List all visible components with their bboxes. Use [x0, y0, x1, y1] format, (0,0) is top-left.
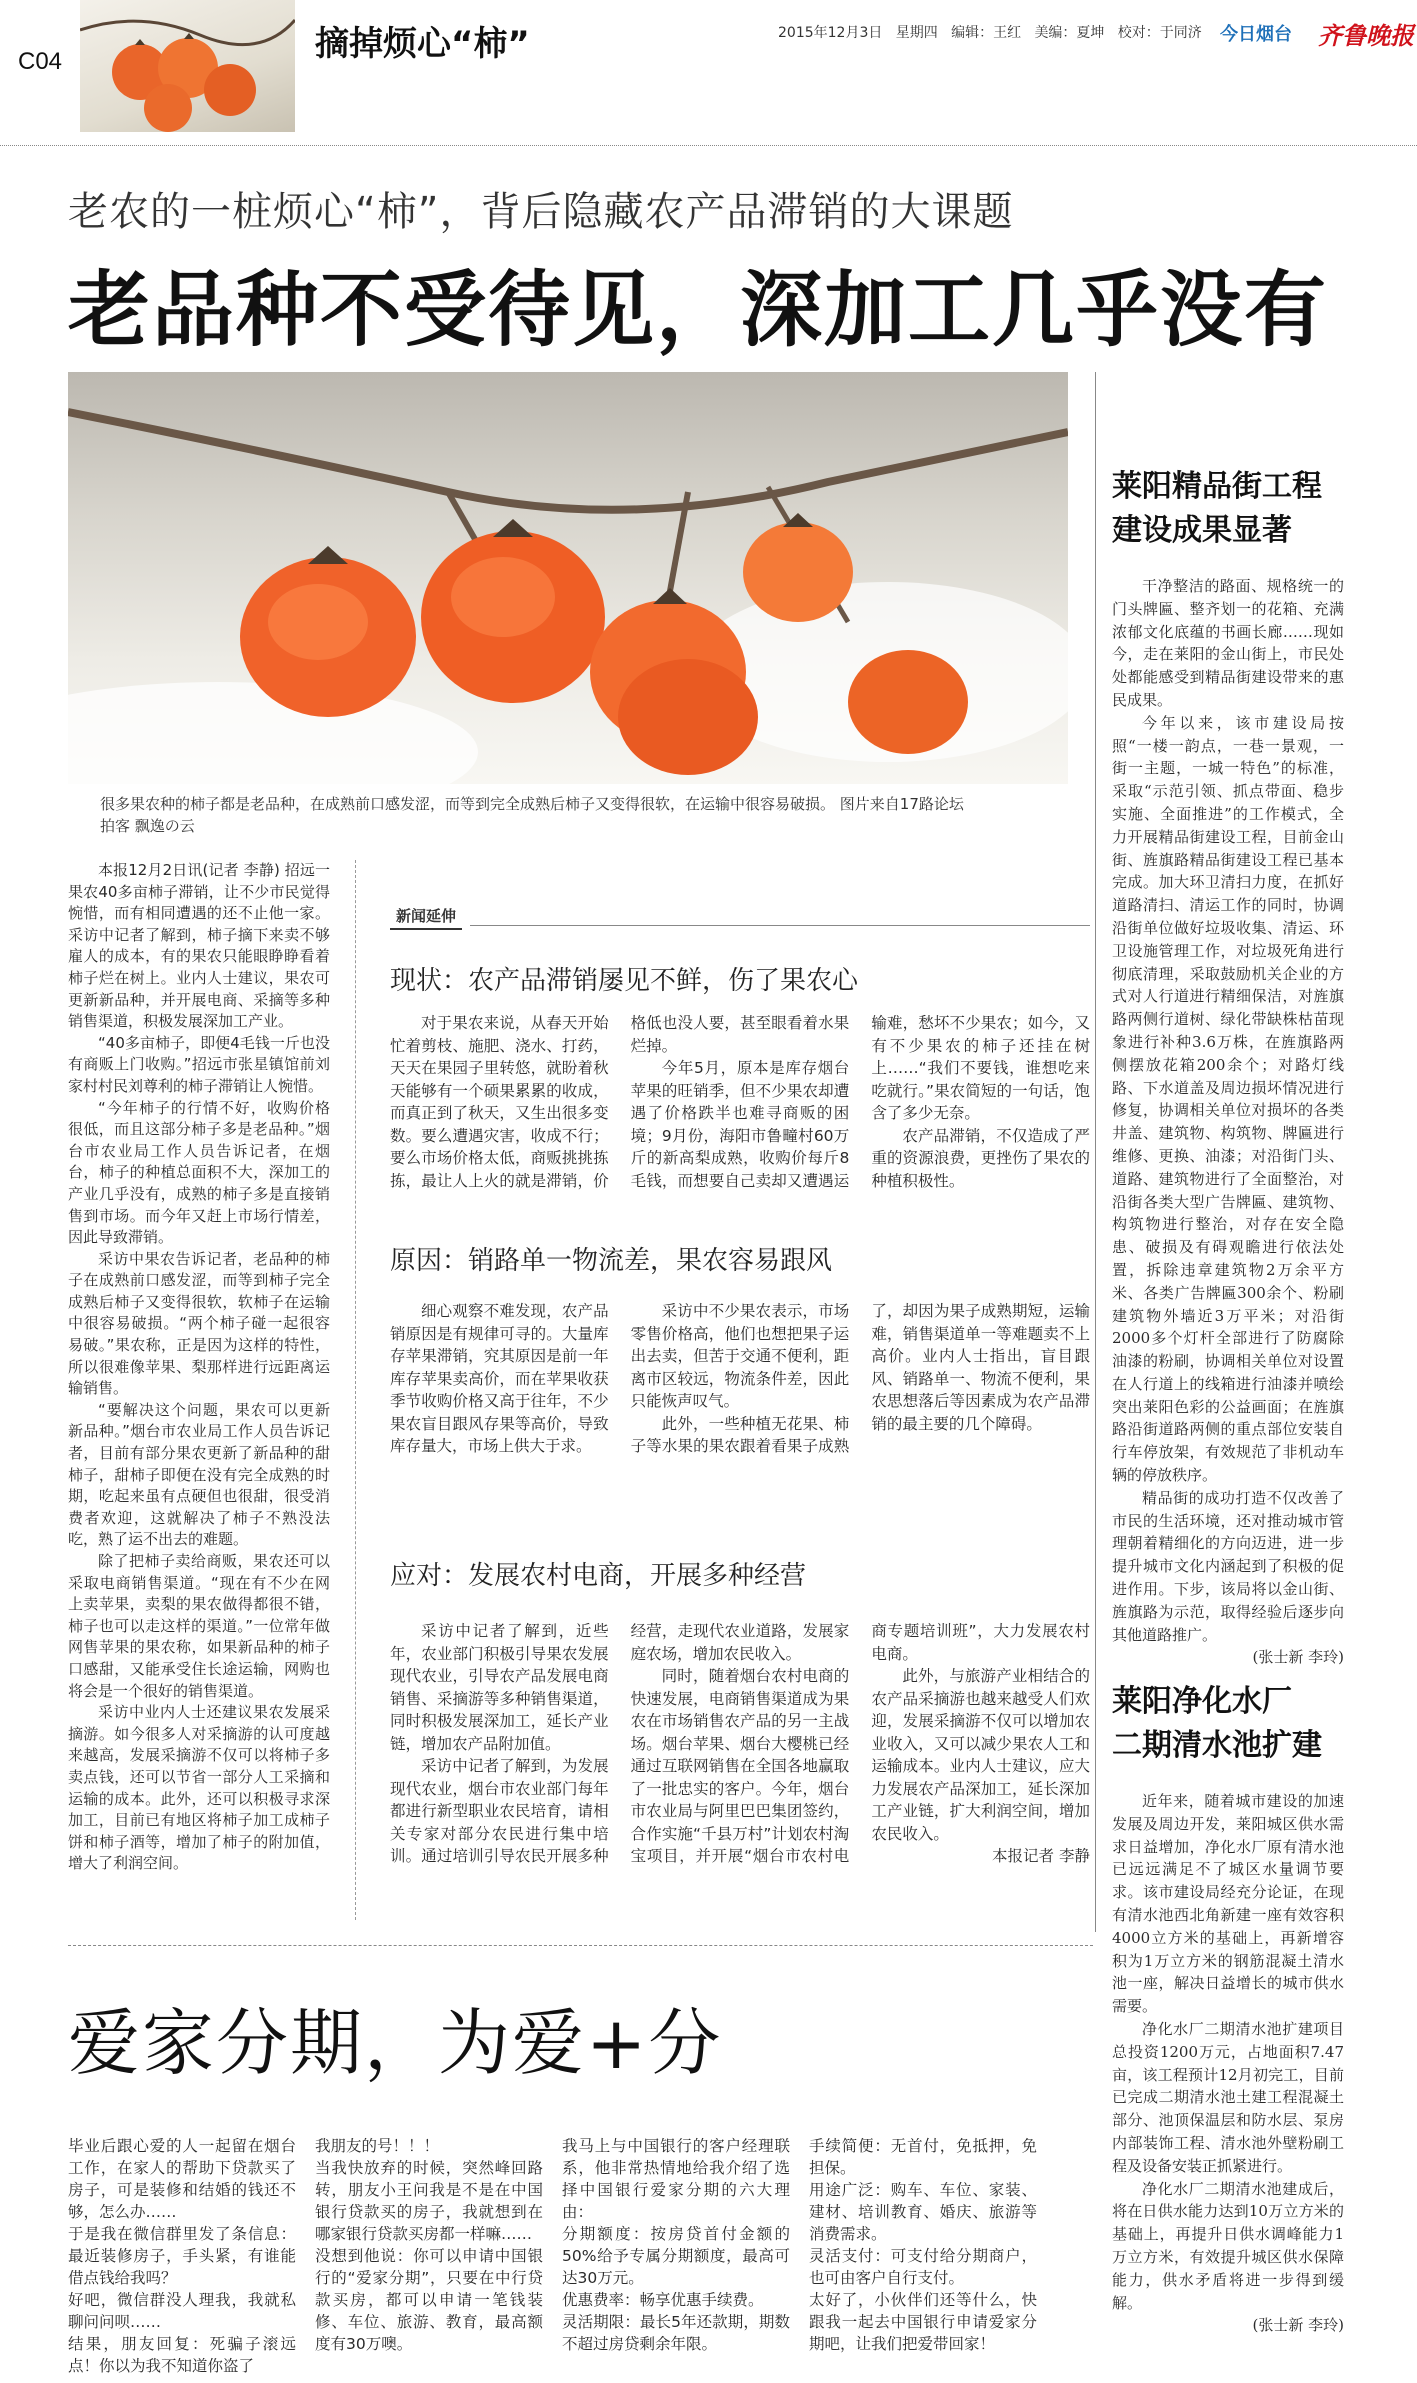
news-extension-tag: 新闻延伸 — [390, 905, 462, 930]
photo-caption — [100, 793, 1080, 837]
column-title: 摘掉烦心“柿” — [315, 24, 530, 64]
sidebar-title-1 — [1112, 465, 1322, 553]
response-paragraph: 此外，与旅游产业相结合的农产品采摘游也越来越受人们欢迎，发展采摘游不仅可以增加农业收入，又可以减少果农人工和运输成本。业内人士建议，应大力发展农产品深加工，延长深加工产业链，扩大利润空间，增加农民收入。 — [871, 1667, 1090, 1843]
headline-kicker: 老农的一桩烦心“柿”，背后隐藏农产品滞销的大课题 — [68, 189, 1014, 235]
sidebar-1-paragraph: 干净整洁的路面、规格统一的门头牌匾、整齐划一的花箱、充满浓郁文化底蕴的书画长廊……现如今，走在莱阳的金山街上，市民处处都能感受到精品街建设带来的惠民成果。 — [1112, 577, 1344, 709]
photo-caption-line-1: 很多果农种的柿子都是老品种，在成熟前口感发涩，而等到完全成熟后柿子又变得很软，在运输中很容易破损。 图片来自17路论坛 — [100, 795, 964, 813]
headline-title: 老品种不受待见，深加工几乎没有 — [68, 263, 1329, 358]
response-byline: 本报记者 李静 — [992, 1847, 1090, 1865]
photo-caption-line-2: 拍客 飘逸の云 — [100, 817, 195, 835]
sidebar-2-paragraph: 净化水厂二期清水池建成后，将在日供水能力达到10万立方米的基础上，再提升日供水调峰能力1万立方米，有效提升城区供水保障能力，供水矛盾将进一步得到缓解。 — [1112, 2179, 1344, 2312]
sidebar-1-paragraph: 今年以来，该市建设局按照“一楼一韵点，一巷一景观，一街一主题，一城一特色”的标准，采取“示范引领、抓点带面、稳步实施、全面推进”的工作模式，全力开展精品街建设工程，目前金山街、旌旗路精品街建设工程已基本完成。加大环卫清扫力度，在抓好道路清扫、清运工作的同时，协调沿街单位做好垃圾收集、清运、环卫设施管理工作，对垃圾死角进行彻底清理，采取鼓励机关企业的方式对人行道进行精细保洁，对旌旗路两侧行道树、绿化带缺株枯苗现象进行补种3.6万株，在旌旗路两侧摆放花箱200余个；对路灯线路、下水道盖及周边损坏情况进行修复，协调相关单位对损坏的各类井盖、建筑物、构筑物、牌匾进行维修、更换、油漆；对沿街门头、道路、建筑物进行了全面整治，对沿街各类大型广告牌匾、建筑物、构筑物进行整治，对存在安全隐患、破损及有碍观瞻进行依法处置，拆除违章建筑物2万余平方米、各类广告牌匾300余个、粉刷建筑物外墙近3万平米；对沿街2000多个灯杆全部进行了防腐除油漆的粉刷，协调相关单位对设置在人行道上的线箱进行油漆并喷绘突出莱阳色彩的公益画面；在旌旗路沿街道路两侧的重点部位安装自行车停放架，有效规范了非机动车辆的停放秩序。 — [1112, 713, 1344, 1485]
header-meta — [778, 22, 1202, 42]
issue-date: 2015年12月3日 — [778, 25, 883, 41]
cause-paragraph: 此外，一些种植无花果、柿子等水果的果农跟着看果子成熟了，却因为果子成熟期短，运输难，销售渠道单一等难题卖不上高价。业内人士指出，盲目跟风、销路单一、物流不便利，果农思想落后等因素成为农产品滞销的最主要的几个障碍。 — [630, 1302, 1090, 1455]
persimmon-branch-icon — [68, 372, 1068, 784]
lead-paragraph: 采访中业内人士还建议果农发展采摘游。如今很多人对采摘游的认可度越来越高，发展采摘游不仅可以将柿子多卖点钱，还可以节省一部分人工采摘和运输的成本。此外，还可以积极寻求深加工，目前已有地区将柿子加工成柿子饼和柿子酒等，增加了柿子的附加值，增大了利润空间。 — [68, 1703, 330, 1873]
status-paragraph: 农产品滞销，不仅造成了严重的资源浪费，更挫伤了果农的种植积极性。 — [871, 1126, 1090, 1190]
lead-paragraph: “40多亩柿子，即便4毛钱一斤也没有商贩上门收购。”招远市张星镇馆前刘家村村民刘尊利的柿子滞销让人惋惜。 — [68, 1033, 330, 1095]
page-number: C04 — [18, 48, 63, 75]
ad-column-2: 我朋友的号！！！ 当我快放弃的时候，突然峰回路转，朋友小王问我是不是在中国银行贷款买的房子，我就想到在哪家银行贷款买房都一样嘛…… 没想到他说：你可以申请中国银行的“爱家分期”，只要在中行贷款买房，都可以申请一笔钱装修、车位、旅游、教育，最高额度有30万噢。 — [315, 2137, 543, 2353]
status-paragraph: 今年5月，原本是库存烟台苹果的旺销季，但不少果农却遭遇了价格跌半也难寻商贩的困境；9月份，海阳市鲁疃村60万斤的新高梨成熟，收购价每斤8毛钱，而想要自己卖却又遭遇运输难，愁坏不少果农；如今，又有不少果农的柿子还挂在树上……“我们不要钱，谁想吃来吃就行。”果农简短的一句话，饱含了多少无奈。 — [630, 1014, 1090, 1190]
sidebar-2-paragraph: 近年来，随着城市建设的加速发展及周边开发，莱阳城区供水需求日益增加，净化水厂原有清水池已远远满足不了城区水量调节要求。该市建设局经充分论证，在现有清水池西北角新建一座有效容积4000立方米的基础上，再新增容积为1万立方米的钢筋混凝土清水池一座，解决日益增长的城市供水需要。 — [1112, 1792, 1344, 2016]
persimmon-thumbnail-icon — [80, 0, 295, 132]
sidebar-title-2-line-1: 莱阳净化水厂 — [1112, 1684, 1292, 1719]
newspaper-logo: 齐鲁晚报 — [1318, 21, 1414, 50]
cause-paragraph: 采访中不少果农表示，市场零售价格高，他们也想把果子运出去卖，但苦于交通不便利，距离市区较远，物流条件差，因此只能恢声叹气。 — [630, 1302, 850, 1410]
art-credit: 美编：夏坤 — [1034, 25, 1105, 41]
persimmon-photo — [68, 372, 1068, 784]
tag-rule — [470, 925, 1090, 926]
issue-weekday: 星期四 — [895, 25, 938, 41]
sidebar-2-byline: (张士新 李玲) — [1252, 2316, 1344, 2335]
section-body-response — [390, 1620, 1090, 1890]
ad-title: 爱家分期，为爱+分 — [68, 2001, 723, 2085]
lead-paragraph: “今年柿子的行情不好，收购价格很低，而且这部分柿子多是老品种。”烟台市农业局工作人员告诉记者，在烟台，柿子的种植总面积不大，深加工的产业几乎没有，成熟的柿子多是直接销售到市场。而今年又赶上市场行情差，因此导致滞销。 — [68, 1098, 330, 1247]
section-heading-cause: 原因：销路单一物流差，果农容易跟风 — [390, 1246, 833, 1276]
ad-column-3: 我马上与中国银行的客户经理联系，他非常热情地给我介绍了选择中国银行爱家分期的六大理由： 分期额度：按房贷首付金额的50%给予专属分期额度，最高可达30万元。 优惠费率：畅享优惠手续费。 灵活期限：最长5年还款期，期数不超过房贷剩余年限。 — [562, 2137, 790, 2353]
section-body-status — [390, 1012, 1090, 1242]
sidebar-title-2-line-2: 二期清水池扩建 — [1112, 1728, 1322, 1763]
response-paragraph: 采访中记者了解到，近些年，农业部门积极引导果农发展现代农业，引导农产品发展电商销售、采摘游等多种销售渠道，同时积极发展深加工，延长产业链，增加农产品附加值。 — [390, 1622, 609, 1753]
header-rule — [0, 145, 1417, 146]
status-paragraph: 对于果农来说，从春天开始忙着剪枝、施肥、浇水、打药，天天在果园子里转悠，就盼着秋天能够有一个硕果累累的收成，而真正到了秋天，又生出很多变数。要么遭遇灾害，收成不行；要么市场价格太低，商贩挑挑拣拣，最让人上火的就是滞销，价格低也没人要，甚至眼看着水果烂掉。 — [390, 1014, 850, 1190]
column-divider — [355, 860, 356, 1920]
ad-column-1: 毕业后跟心爱的人一起留在烟台工作，在家人的帮助下贷款买了房子，可是装修和结婚的钱还不够，怎么办…… 于是我在微信群里发了条信息：最近装修房子，手头紧，有谁能借点钱给我吗？ 好吧，微信群没人理我，我就私聊问问呗…… 结果，朋友回复：死骗子滚远点！你以为我不知道你盗了 — [68, 2137, 296, 2375]
lead-paragraph: 除了把柿子卖给商贩，果农还可以采取电商销售渠道。“现在有不少在网上卖苹果，卖梨的果农做得都很不错，柿子也可以走这样的渠道。”一位常年做网售苹果的果农称，如果新品种的柿子口感甜，又能承受住长途运输，网购也将会是一个很好的销售渠道。 — [68, 1552, 330, 1700]
ad-column-4: 手续简便：无首付，免抵押，免担保。 用途广泛：购车、车位、家装、建材、培训教育、婚庆、旅游等消费需求。 灵活支付：可支付给分期商户，也可由客户自行支付。 太好了，小伙伴们还等什么，快跟我一起去中国银行申请爱家分期吧，让我们把爱带回家！ — [809, 2137, 1037, 2353]
sidebar-article-2 — [1112, 1790, 1344, 2337]
section-name: 今日烟台 — [1220, 24, 1292, 45]
sidebar-title-2 — [1112, 1680, 1322, 1768]
section-heading-status: 现状：农产品滞销屡见不鲜，伤了果农心 — [390, 966, 859, 996]
sidebar-title-1-line-2: 建设成果显著 — [1112, 513, 1292, 548]
cause-paragraph: 细心观察不难发现，农产品销原因是有规律可寻的。大量库存苹果滞销，究其原因是前一年库存苹果卖高价，而在苹果收获季节收购价格又高于往年，不少果农盲目跟风存果等高价，导致库存量大，市场上供大于求。 — [390, 1302, 609, 1455]
sidebar-divider — [1095, 372, 1096, 1932]
header-thumbnail — [80, 0, 295, 132]
sidebar-article-1 — [1112, 575, 1344, 1669]
lead-article — [68, 860, 330, 1875]
lead-paragraph: 采访中果农告诉记者，老品种的柿子在成熟前口感发涩，而等到柿子完全成熟后柿子又变得很软，软柿子在运输中很容易破损。“两个柿子碰一起很容易破。”果农称，正是因为这样的特性，所以很难像苹果、梨那样进行远距离运输销售。 — [68, 1249, 330, 1398]
section-body-cause — [390, 1300, 1090, 1550]
response-paragraph: 同时，随着烟台农村电商的快速发展，电商销售渠道成为果农在市场销售农产品的另一主战场。烟台苹果、烟台大樱桃已经通过互联网销售在全国各地赢取了一批忠实的客户。今年，烟台市农业局与阿里巴巴集团签约，合作实施“千县万村”计划农村淘宝项目，并开展“烟台市农村电商专题培训班”，大力发展农村电商。 — [630, 1622, 1090, 1865]
sidebar-title-1-line-1: 莱阳精品街工程 — [1112, 469, 1322, 504]
lead-paragraph: “要解决这个问题，果农可以更新新品种。”烟台市农业局工作人员告诉记者，目前有部分果农更新了新品种的甜柿子，甜柿子即便在没有完全成熟的时期，吃起来虽有点硬但也很甜，很受消费者欢迎，这就解决了柿子不熟没法吃，熟了运不出去的难题。 — [68, 1400, 330, 1549]
editor-credit: 编辑：王红 — [951, 25, 1022, 41]
lead-paragraph: 本报12月2日讯(记者 李静) 招远一果农40多亩柿子滞销，让不少市民觉得惋惜，而有相同遭遇的还不止他一家。采访中记者了解到，柿子摘下来卖不够雇人的成本，有的果农只能眼睁睁看着柿子烂在树上。业内人士建议，果农可更新新品种，并开展电商、采摘等多种销售渠道，积极发展深加工产业。 — [68, 861, 330, 1031]
sidebar-1-byline: (张士新 李玲) — [1252, 1648, 1344, 1667]
sidebar-1-paragraph: 精品街的成功打造不仅改善了市民的生活环境，还对推动城市管理朝着精细化的方向迈进，进一步提升城市文化内涵起到了积极的促进作用。下步，该局将以金山街、旌旗路为示范，取得经验后逐步向其他道路推广。 — [1112, 1488, 1344, 1644]
sidebar-2-paragraph: 净化水厂二期清水池扩建项目总投资1200万元，占地面积7.47亩，该工程预计12月初完工，目前已完成二期清水池土建工程混凝土部分、池顶保温层和防水层、泵房内部装饰工程、清水池外壁粉刷工程及设备安装正抓紧进行。 — [1112, 2019, 1344, 2175]
response-paragraph: 采访中记者了解到，为发展现代农业，烟台市农业部门每年都进行新型职业农民培育，请相关专家对部分农民进行集中培训。通过培训引导农民开展多种经营，走现代农业道路，发展家庭农场，增加农民收入。 — [390, 1622, 850, 1865]
ad-divider — [68, 1945, 1093, 1946]
proof-credit: 校对：于同济 — [1117, 25, 1202, 41]
section-heading-response: 应对：发展农村电商，开展多种经营 — [390, 1561, 807, 1591]
